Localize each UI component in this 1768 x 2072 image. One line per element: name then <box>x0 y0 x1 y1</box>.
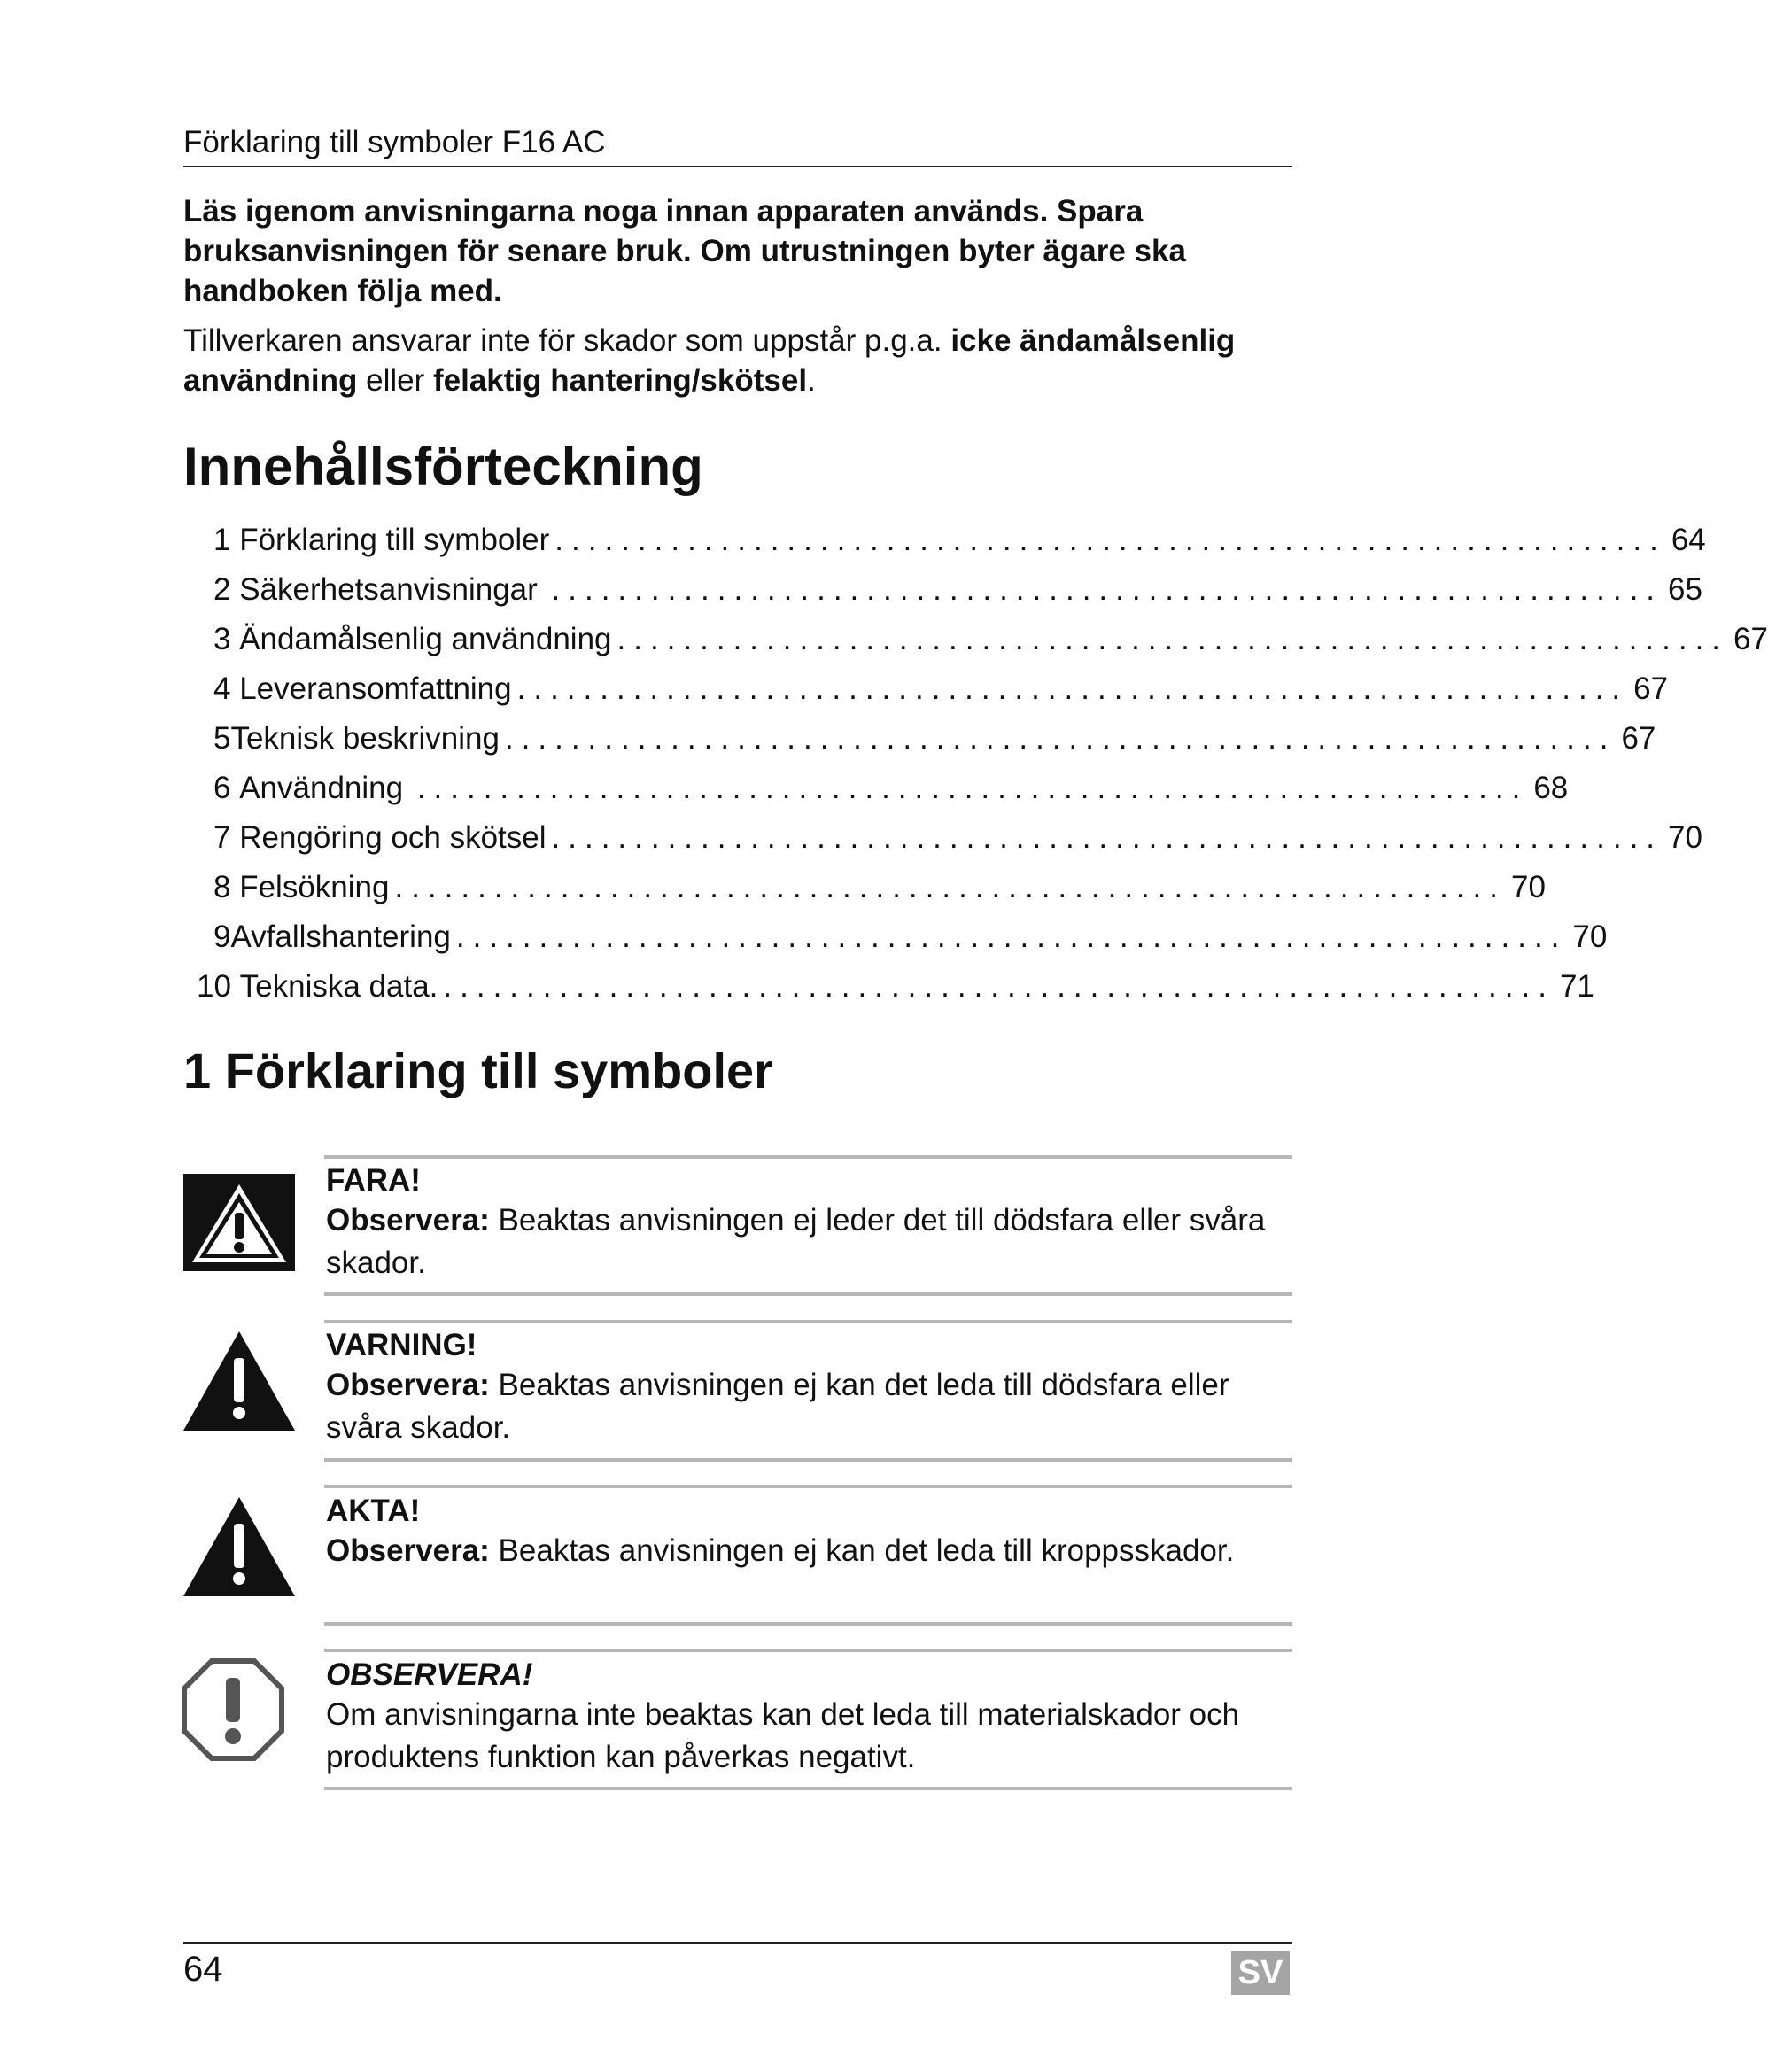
danger-warning-square-icon <box>183 1174 295 1271</box>
toc-entry-label: Säkerhetsanvisningar <box>239 572 547 607</box>
toc-entry[interactable] <box>213 863 1546 912</box>
notice-top-rule <box>324 1485 1292 1488</box>
notice-observe-label: Observera: <box>326 1203 490 1238</box>
toc-entry-label: Leveransomfattning <box>239 671 512 706</box>
notice-body <box>326 1199 1296 1284</box>
liability-text-1: Tillverkaren ansvarar inte för skador som uppstår p.g.a. <box>183 323 951 358</box>
notice-observe-label: Observera: <box>326 1533 490 1568</box>
notice-body <box>326 1530 1296 1572</box>
toc-entry-number: 6 <box>213 771 240 805</box>
toc-entry-page: 67 <box>1633 671 1669 706</box>
toc-entry-number: 2 <box>213 572 240 607</box>
toc-leader-dots: ................................................................... <box>516 671 1629 706</box>
notice-text: Om anvisningarna inte beaktas kan det leda till materialskador och produktens funktion kan påverkas negativt. <box>326 1697 1240 1774</box>
caution-triangle-icon <box>183 1497 295 1596</box>
page-number: 64 <box>183 1950 223 1989</box>
header-divider <box>183 166 1292 167</box>
notice-top-rule <box>324 1320 1292 1323</box>
toc-entry[interactable] <box>213 912 1608 962</box>
toc-entry-number: 5 <box>213 721 231 756</box>
footer-divider <box>183 1942 1292 1944</box>
toc-entry-label: Felsökning <box>239 870 390 904</box>
toc-entry-page: 70 <box>1572 920 1608 954</box>
toc-entry-page: 65 <box>1668 572 1702 607</box>
notice-bottom-rule <box>324 1292 1292 1296</box>
toc-leader-dots: ................................................................... <box>443 969 1555 1004</box>
language-badge: SV <box>1231 1951 1290 1995</box>
toc-entry-label: Användning <box>239 771 412 805</box>
toc-entry-page: 71 <box>1559 969 1594 1004</box>
toc-leader-dots: ................................................................... <box>551 572 1663 607</box>
section-heading: 1 Förklaring till symboler <box>183 1043 773 1098</box>
toc-entry[interactable] <box>213 764 1569 813</box>
toc-entry[interactable] <box>213 615 1768 664</box>
notice-title: OBSERVERA! <box>326 1657 533 1692</box>
notice-body <box>326 1694 1296 1779</box>
notice-body <box>326 1364 1296 1449</box>
toc-entry-label: Teknisk beskrivning <box>230 721 500 756</box>
toc-entry[interactable] <box>197 962 1594 1012</box>
notice-text: Beaktas anvisningen ej leder det till dödsfara eller svåra skador. <box>326 1203 1266 1280</box>
notice-bottom-rule <box>324 1622 1292 1626</box>
notice-text: Beaktas anvisningen ej kan det leda till kroppsskador. <box>489 1533 1235 1568</box>
toc-entry-label: Förklaring till symboler <box>239 523 550 557</box>
notice-title: AKTA! <box>326 1494 421 1528</box>
toc-entry[interactable] <box>213 813 1702 863</box>
toc-entry-page: 67 <box>1621 721 1656 756</box>
toc-entry-page: 64 <box>1671 523 1706 557</box>
toc-entry-label: Tekniska data. <box>239 969 438 1004</box>
toc-leader-dots: ................................................................... <box>504 721 1617 756</box>
toc-entry-label: Ändamålsenlig användning <box>239 622 612 656</box>
liability-bold-2: felaktig hantering/skötsel <box>433 363 808 398</box>
intro-bold-paragraph: Läs igenom anvisningarna noga innan apparaten används. Spara bruksanvisningen för senare bruk. Om utrustningen byter ägare ska handboken följa med. <box>183 194 1186 308</box>
page-header-title: Förklaring till symboler F16 AC <box>183 125 606 159</box>
toc-entry-number: 1 <box>213 523 240 557</box>
toc-leader-dots: ................................................................... <box>551 820 1663 855</box>
toc-entry[interactable] <box>213 714 1656 764</box>
warning-triangle-icon <box>183 1331 295 1431</box>
toc-leader-dots: ................................................................... <box>554 523 1666 557</box>
toc-entry-number: 3 <box>213 622 240 656</box>
toc-entry-page: 67 <box>1733 622 1768 656</box>
toc-entry-number: 7 <box>213 820 240 855</box>
notice-bottom-rule <box>324 1458 1292 1462</box>
toc-entry-number: 8 <box>213 870 240 904</box>
notice-title: FARA! <box>326 1163 421 1198</box>
notice-top-rule <box>324 1155 1292 1159</box>
toc-entry-number: 10 <box>197 969 240 1004</box>
toc-leader-dots: ................................................................... <box>416 771 1529 805</box>
liability-text-3: . <box>807 363 816 398</box>
liability-bold-1: icke ändamålsenlig användning <box>183 323 1236 398</box>
toc-entry-page: 68 <box>1533 771 1569 805</box>
notice-top-rule <box>324 1649 1292 1652</box>
toc-leader-dots: ................................................................... <box>616 622 1729 656</box>
toc-entry-page: 70 <box>1511 870 1546 904</box>
toc-entry-number: 9 <box>213 920 231 954</box>
toc-entry-label: Avfallshantering <box>230 920 451 954</box>
toc-entry[interactable] <box>213 565 1702 615</box>
toc-entry-label: Rengöring och skötsel <box>239 820 547 855</box>
toc-heading: Innehållsförteckning <box>183 437 703 496</box>
liability-paragraph <box>183 321 1292 400</box>
notice-octagon-icon <box>182 1658 284 1761</box>
toc-entry-page: 70 <box>1668 820 1702 855</box>
notice-observe-label: Observera: <box>326 1368 490 1402</box>
toc-entry[interactable] <box>213 516 1706 565</box>
notice-bottom-rule <box>324 1787 1292 1790</box>
notice-title: VARNING! <box>326 1328 477 1362</box>
toc-leader-dots: ................................................................... <box>455 920 1568 954</box>
toc-entry-number: 4 <box>213 671 240 706</box>
notice-text: Beaktas anvisningen ej kan det leda till dödsfara eller svåra skador. <box>326 1368 1229 1445</box>
liability-text-2: eller <box>357 363 433 398</box>
toc-leader-dots: ................................................................... <box>394 870 1506 904</box>
toc-entry[interactable] <box>213 664 1669 714</box>
